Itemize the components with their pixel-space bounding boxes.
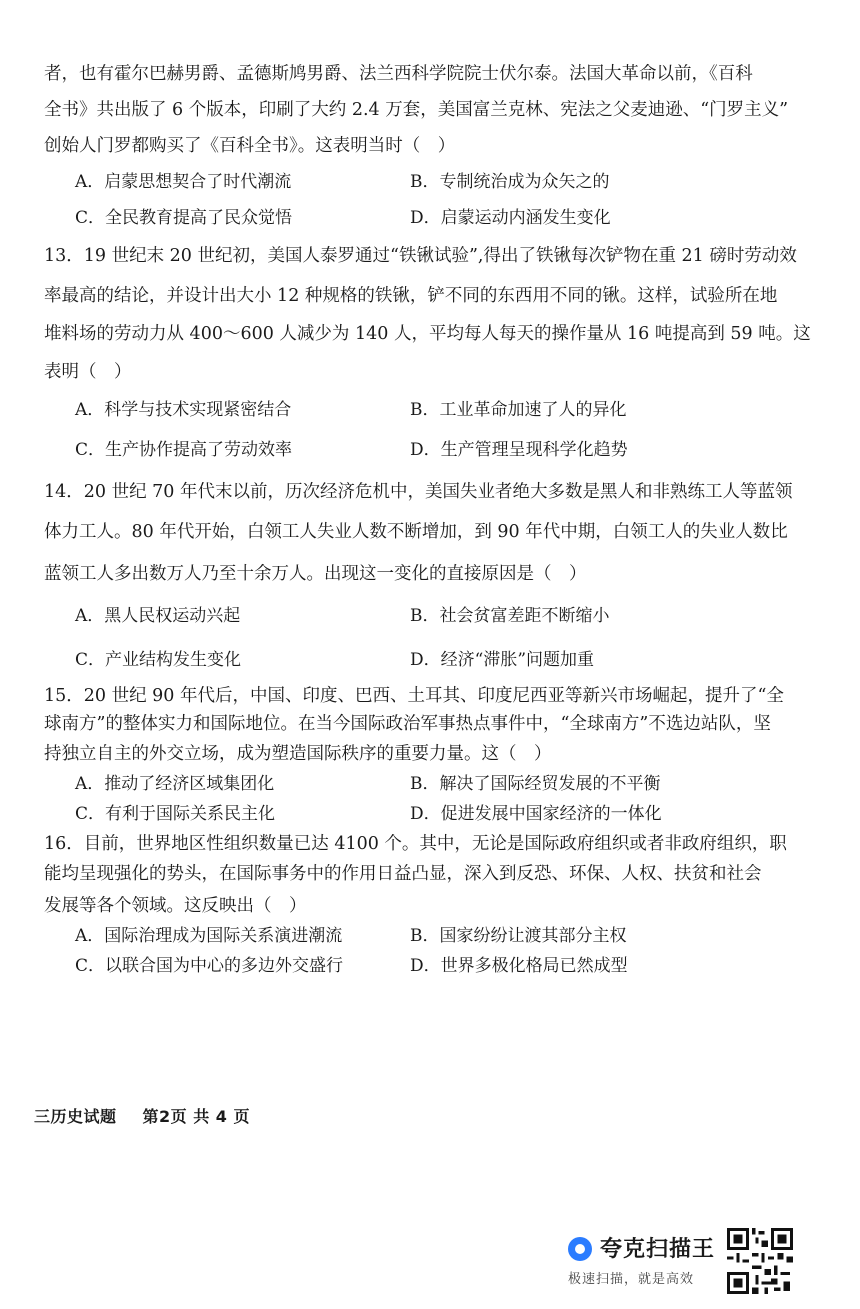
question-13-option-c: C．生产协作提高了劳动效率 — [75, 440, 293, 460]
question-16-option-c: C．以联合国为中心的多边外交盛行 — [75, 956, 344, 976]
question-16-option-a: A．国际治理成为国际关系演进潮流 — [75, 926, 343, 946]
question-13-line-1: 13．19 世纪末 20 世纪初，美国人泰罗通过“铁锹试验”,得出了铁锹每次铲物在重 21 磅时劳动效 — [44, 246, 797, 266]
question-15-option-a: A．推动了经济区域集团化 — [75, 774, 275, 794]
question-15-line-2: 球南方”的整体实力和国际地位。在当今国际政治军事热点事件中，“全球南方”不选边站队，坚 — [44, 714, 771, 734]
question-12-option-c: C．全民教育提高了民众觉悟 — [75, 208, 293, 228]
question-16-line-2: 能均呈现强化的势头，在国际事务中的作用日益凸显，深入到反恐、环保、人权、扶贫和社会 — [44, 864, 762, 884]
scanner-logo-icon — [568, 1237, 592, 1261]
question-14-option-a: A．黑人民权运动兴起 — [75, 606, 241, 626]
question-15-option-d: D．促进发展中国家经济的一体化 — [410, 804, 662, 824]
question-14-line-3: 蓝领工人多出数万人乃至十余万人。出现这一变化的直接原因是（ ） — [44, 564, 587, 584]
scanner-watermark — [566, 1232, 726, 1292]
question-14-line-2: 体力工人。80 年代开始，白领工人失业人数不断增加，到 90 年代中期，白领工人的失业人数比 — [44, 522, 788, 542]
question-15-option-c: C．有利于国际关系民主化 — [75, 804, 276, 824]
question-13-line-2: 率最高的结论，并设计出大小 12 种规格的铁锹，铲不同的东西用不同的锹。这样，试验所在地 — [44, 286, 778, 306]
question-14-option-c: C．产业结构发生变化 — [75, 650, 242, 670]
question-12-option-a: A．启蒙思想契合了时代潮流 — [75, 172, 292, 192]
question-15-line-1: 15．20 世纪 90 年代后，中国、印度、巴西、土耳其、印度尼西亚等新兴市场崛起，提升了“全 — [44, 686, 784, 706]
footer-subject: 三历史试题 — [34, 1107, 117, 1126]
question-13-line-4: 表明（ ） — [44, 362, 132, 382]
question-14-option-b: B．社会贫富差距不断缩小 — [410, 606, 610, 626]
question-12-line-2: 全书》共出版了 6 个版本，印刷了大约 2.4 万套，美国富兰克林、宪法之父麦迪逊、“门罗主义” — [44, 100, 789, 120]
page-footer — [34, 1104, 250, 1127]
scanner-slogan: 极速扫描，就是高效 — [568, 1272, 695, 1287]
question-16-option-d: D．世界多极化格局已然成型 — [410, 956, 628, 976]
question-12-line-1: 者，也有霍尔巴赫男爵、孟德斯鸠男爵、法兰西科学院院士伏尔泰。法国大革命以前，《百科 — [44, 64, 753, 84]
question-16-line-3: 发展等各个领域。这反映出（ ） — [44, 896, 307, 916]
question-14-line-1: 14．20 世纪 70 年代末以前，历次经济危机中，美国失业者绝大多数是黑人和非熟练工人等蓝领 — [44, 482, 793, 502]
footer-page-number: 第2页 共 4 页 — [142, 1107, 250, 1126]
question-13-option-b: B．工业革命加速了人的异化 — [410, 400, 627, 420]
question-13-line-3: 堆料场的劳动力从 400～600 人减少为 140 人，平均每人每天的操作量从 16 吨提高到 59 吨。这 — [44, 324, 811, 344]
question-16-line-1: 16．目前，世界地区性组织数量已达 4100 个。其中，无论是国际政府组织或者非政府组织，职 — [44, 834, 787, 854]
question-12-line-3: 创始人门罗都购买了《百科全书》。这表明当时（ ） — [44, 136, 456, 156]
question-12-option-b: B．专制统治成为众矢之的 — [410, 172, 610, 192]
question-14-option-d: D．经济“滞胀”问题加重 — [410, 650, 595, 670]
question-13-option-a: A．科学与技术实现紧密结合 — [75, 400, 292, 420]
scanner-brand-name: 夸克扫描王 — [600, 1237, 716, 1262]
question-12-option-d: D．启蒙运动内涵发生变化 — [410, 208, 611, 228]
question-16-option-b: B．国家纷纷让渡其部分主权 — [410, 926, 627, 946]
question-13-option-d: D．生产管理呈现科学化趋势 — [410, 440, 628, 460]
qr-code-icon — [727, 1228, 793, 1294]
question-15-option-b: B．解决了国际经贸发展的不平衡 — [410, 774, 661, 794]
question-15-line-3: 持独立自主的外交立场，成为塑造国际秩序的重要力量。这（ ） — [44, 744, 552, 764]
